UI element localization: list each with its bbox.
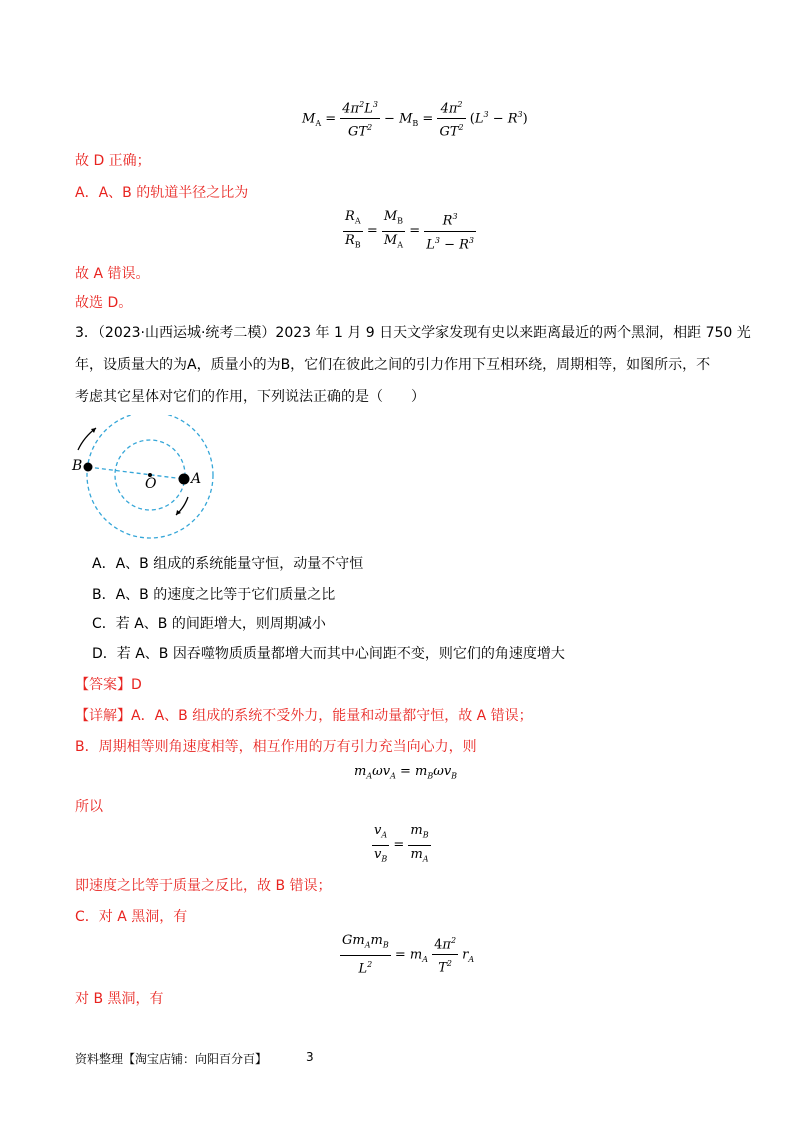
page-number: 3 <box>306 1050 314 1064</box>
detail-a: 【详解】A．A、B 组成的系统不受外力，能量和动量都守恒，故 A 错误； <box>75 708 533 724</box>
text-speed-ratio: 即速度之比等于质量之反比，故 B 错误； <box>75 878 332 894</box>
equation-radius-ratio: $\frac{R_A}{R_B}$ = $\frac{M_B}{M_A}$ = $\frac{R^3}{L^3 - R^3}$ <box>345 209 475 252</box>
black-hole-a <box>179 474 190 485</box>
text-b-hole: 对 B 黑洞，有 <box>75 991 164 1007</box>
footer-source: 资料整理【淘宝店铺：向阳百分百】 <box>75 1052 268 1066</box>
detail-b: B．周期相等则角速度相等，相互作用的万有引力充当向心力，则 <box>75 739 477 755</box>
text-choose-d: 故选 D。 <box>75 295 133 311</box>
text-a-intro: A．A、B 的轨道半径之比为 <box>75 185 249 201</box>
question-line-1: 3．（2023·山西运城·统考二模）2023 年 1 月 9 日天文学家发现有史以来距离最近的两个黑洞，相距 750 光 <box>75 325 751 341</box>
label-a: A <box>191 471 202 487</box>
option-b: B．A、B 的速度之比等于它们质量之比 <box>92 587 336 603</box>
answer: 【答案】D <box>75 677 142 693</box>
equation-velocity-ratio: $\frac{v_A}{v_B}$ = $\frac{m_B}{m_A}$ <box>374 823 429 864</box>
text-a-wrong: 故 A 错误。 <box>75 266 150 282</box>
text-d-correct: 故 D 正确； <box>75 153 151 169</box>
black-hole-b <box>84 463 93 472</box>
equation-mass-difference: $M_A$ = $\frac{4\pi^2L^3}{GT^2}$ − $M_B$ = $\frac{4\pi^2}{GT^2}$ $(L^3 - R^3)$ <box>302 96 528 142</box>
text-so: 所以 <box>75 799 103 815</box>
equation-momentum: $m_A\omega v_A = m_B\omega v_B$ <box>354 764 458 781</box>
question-line-2: 年，设质量大的为A，质量小的为B，它们在彼此之间的引力作用下互相环绕，周期相等，如图所示，不 <box>75 357 711 373</box>
question-line-3: 考虑其它星体对它们的作用，下列说法正确的是（ ） <box>75 389 425 405</box>
text-c: C．对 A 黑洞，有 <box>75 909 188 925</box>
option-d: D．若 A、B 因吞噬物质质量都增大而其中心间距不变，则它们的角速度增大 <box>92 646 565 662</box>
option-c: C．若 A、B 的间距增大，则周期减小 <box>92 616 326 632</box>
equation-gravity-a: $\frac{Gm_Am_B}{L^2}$ = $m_A$ $\frac{4\pi^2}{T^2}$ $r_A$ <box>342 933 475 976</box>
connecting-line <box>88 467 184 479</box>
option-a: A．A、B 组成的系统能量守恒，动量不守恒 <box>92 556 364 572</box>
label-b: B <box>72 458 83 474</box>
label-o: O <box>145 476 157 492</box>
